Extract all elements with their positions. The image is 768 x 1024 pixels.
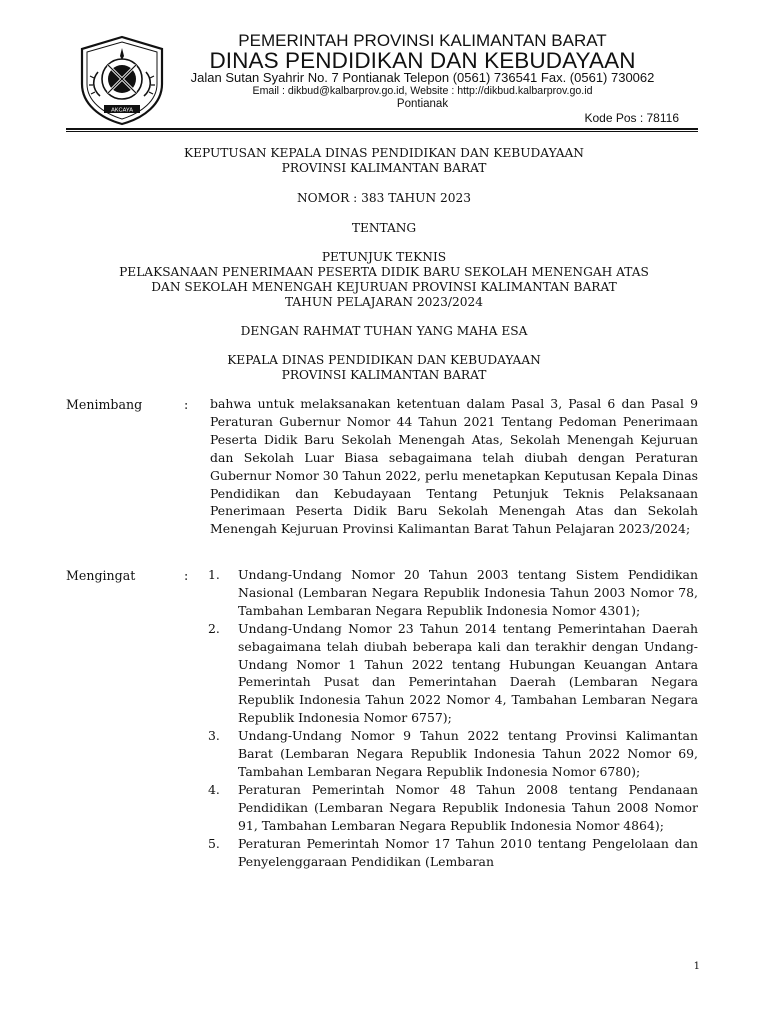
list-item (207, 566, 698, 620)
subject-line-4: TAHUN PELAJARAN 2023/2024 (284, 295, 484, 309)
list-item-text: Undang-Undang Nomor 9 Tahun 2022 tentang Provinsi Kalimantan Barat (Lembaran Negara Republik Indonesia Tahun 2022 Nomor 69, Tambahan Lembaran Negara Republik Indonesia Nomor 6780); (238, 728, 698, 779)
list-item-text: Undang-Undang Nomor 23 Tahun 2014 tentang Pemerintahan Daerah sebagaimana telah diubah beberapa kali dan terakhir dengan Undang-Undang Nomor 1 Tahun 2022 tentang Hubungan Keuangan Antara Pemerintah Pusat dan Pemerintahan Daerah (Lembaran Negara Republik Indonesia Tahun 2022 Nomor 4, Tambahan Lembaran Negara Republik Indonesia Nomor 6757); (238, 620, 698, 726)
official-title-line-2: PROVINSI KALIMANTAN BARAT (281, 368, 487, 382)
mengingat-colon: : (184, 568, 189, 583)
list-item-text: Undang-Undang Nomor 20 Tahun 2003 tentang Sistem Pendidikan Nasional (Lembaran Negara Republik Indonesia Tahun 2003 Nomor 78, Tambahan Lembaran Negara Republik Indonesia Nomor 4301); (238, 567, 698, 618)
subject-line-2: PELAKSANAAN PENERIMAAN PESERTA DIDIK BARU SEKOLAH MENENGAH ATAS (119, 265, 649, 279)
list-item (207, 727, 698, 781)
logo-text: AKCAYA (111, 107, 133, 114)
page-number: 1 (693, 961, 700, 972)
list-item (207, 620, 698, 727)
mengingat-label: Mengingat (66, 568, 136, 583)
department-name: DINAS PENDIDIKAN DAN KEBUDAYAAN (209, 48, 636, 73)
menimbang-text: bahwa untuk melaksanakan ketentuan dalam Pasal 3, Pasal 6 dan Pasal 9 Peraturan Gubernur Nomor 44 Tahun 2021 Tentang Pedoman Penerimaan Peserta Didik Baru Sekolah Menengah Atas, Sekolah Menengah Kejuruan dan Sekolah Luar Biasa sebagaimana telah diubah dengan Peraturan Gubernur Nomor 30 Tahun 2022, perlu menetapkan Keputusan Kepala Dinas Pendidikan dan Kebudayaan Tentang Petunjuk Teknis Pelaksanaan Penerimaan Peserta Didik Baru Sekolah Menengah Atas dan Sekolah Menengah Kejuruan Provinsi Kalimantan Barat Tahun Pelajaran 2023/2024; (210, 396, 698, 537)
decree-number: NOMOR : 383 TAHUN 2023 (296, 191, 471, 205)
office-address: Jalan Sutan Syahrir No. 7 Pontianak Telepon (0561) 736541 Fax. (0561) 730062 (190, 70, 655, 85)
subject-line-3: DAN SEKOLAH MENENGAH KEJURUAN PROVINSI KALIMANTAN BARAT (151, 280, 617, 294)
subject-line-1: PETUNJUK TEKNIS (321, 250, 447, 264)
decree-title-line-2: PROVINSI KALIMANTAN BARAT (281, 161, 487, 175)
menimbang-colon: : (184, 397, 189, 412)
letterhead-divider-thick (66, 128, 698, 130)
list-item (207, 835, 698, 871)
legal-basis-list (207, 566, 698, 870)
list-item (207, 781, 698, 835)
list-item-text: Peraturan Pemerintah Nomor 17 Tahun 2010 tentang Pengelolaan dan Penyelenggaraan Pendidikan (Lembaran (238, 835, 698, 869)
list-item-number: 2. (208, 620, 220, 636)
contact-info: Email : dikbud@kalbarprov.go.id, Website : http://dikbud.kalbarprov.go.id (252, 85, 593, 97)
list-item-number: 5. (208, 835, 220, 851)
official-title-line-1: KEPALA DINAS PENDIDIKAN DAN KEBUDAYAAN (227, 353, 541, 367)
decree-about: TENTANG (351, 221, 417, 235)
list-item-number: 4. (208, 781, 220, 797)
list-item-text: Peraturan Pemerintah Nomor 48 Tahun 2008 tentang Pendanaan Pendidikan (Lembaran Negara Republik Indonesia Tahun 2008 Nomor 91, Tambahan Lembaran Negara Republik Indonesia Nomor 4864); (238, 781, 698, 833)
list-item-number: 1. (208, 567, 220, 582)
kalbar-coat-of-arms-icon (78, 34, 166, 126)
postal-code: Kode Pos : 78116 (584, 111, 679, 125)
decree-title-line-1: KEPUTUSAN KEPALA DINAS PENDIDIKAN DAN KEBUDAYAAN (184, 146, 584, 160)
logo-lettering (111, 108, 133, 114)
government-name: PEMERINTAH PROVINSI KALIMANTAN BARAT (238, 31, 607, 50)
letterhead-divider-thin (66, 131, 698, 132)
blessing-line: DENGAN RAHMAT TUHAN YANG MAHA ESA (240, 324, 528, 338)
list-item-number: 3. (208, 728, 220, 744)
city-name: Pontianak (396, 98, 449, 110)
menimbang-label: Menimbang (66, 397, 143, 412)
